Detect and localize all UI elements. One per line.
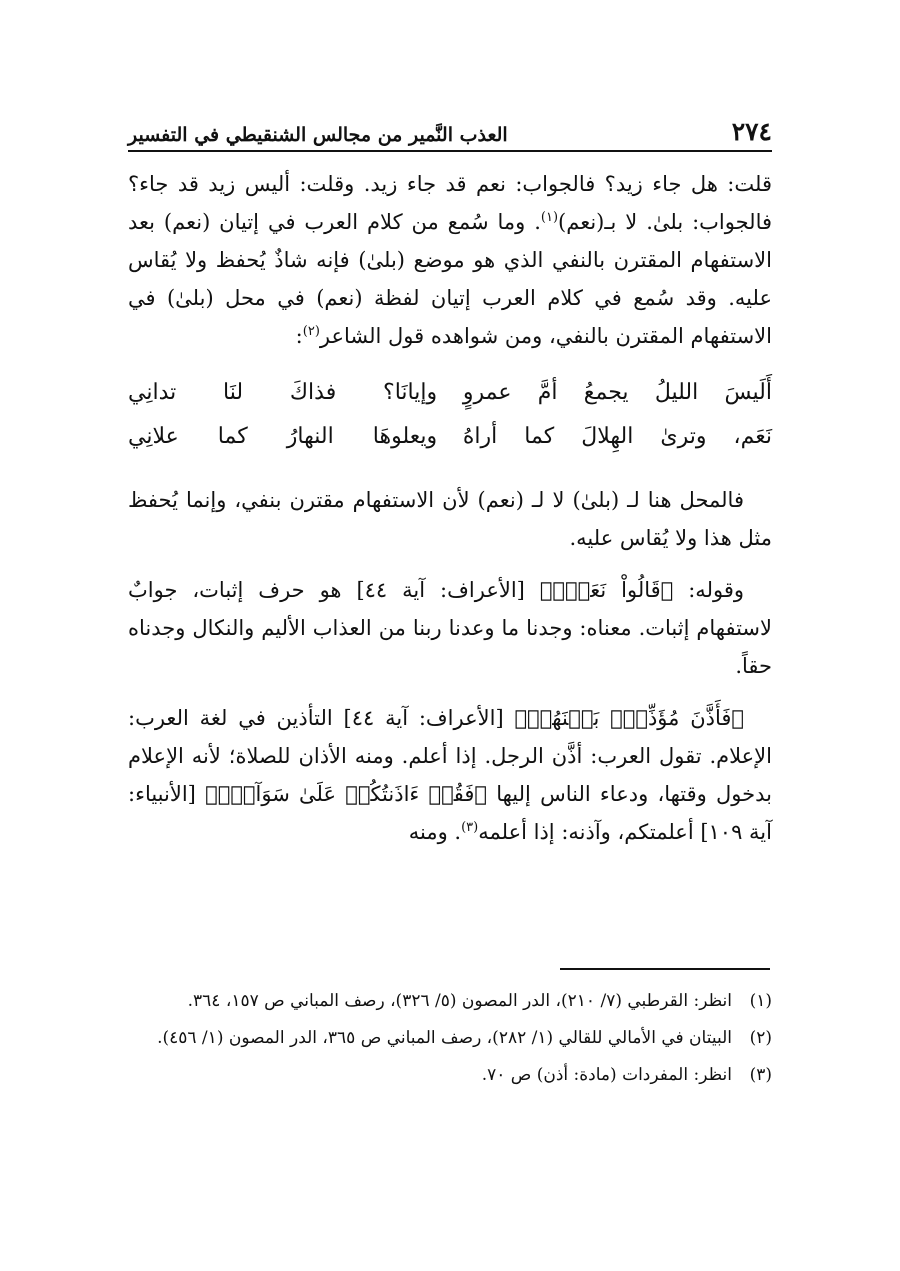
paragraph-3 [128,571,772,685]
paragraph-text: . وما سُمع من كلام العرب في إتيان (نعم) بعد الاستفهام المقترن بالنفي الذي هو موضع (بلىٰ) فإنه شاذٌ يُحفظ ولا يُقاس عليه. وقد سُمع في كلام العرب إتيان لفظة (نعم) في محل (بلىٰ) في الاستفهام المقترن بالنفي، ومن شواهده قول الشاعر [128,210,772,348]
footnote [128,1060,772,1091]
verse-first-hemistich: أَلَيسَ الليلُ يجمعُ أمَّ عمروٍ [462,380,772,405]
quran-quote: ﴿فَقُلۡ ءَاذَنتُكُمۡ عَلَىٰ سَوَآءٖۖ﴾ [205,782,487,806]
main-text [128,165,772,865]
footnote-text: انظر: القرطبي (٧/ ٢١٠)، الدر المصون (٥/ ٣٢٦)، رصف المباني ص ١٥٧، ٣٦٤. [187,991,732,1011]
footnote-number: (٢) [749,1028,772,1048]
footnote-text: انظر: المفردات (مادة: أذن) ص ٧٠. [481,1065,732,1085]
paragraph-text: [الأعراف: آية ٤٤] هو حرف إثبات، جوابٌ لاستفهام إثبات. معناه: وجدنا ما وعدنا ربنا من العذاب الأليم والنكال وجدناه حقاً. [128,578,772,678]
page-header [128,112,772,146]
poem [128,371,772,459]
quran-quote: ﴿قَالُواْ نَعَمۡۚ﴾ [539,578,674,602]
paragraph-4 [128,699,772,851]
paragraph-text: [الأعراف: آية ٤٤] التأذين في لغة العرب: الإعلام. تقول العرب: أذَّن الرجل. إذا أعلم. ومنه الأذان للصلاة؛ لأنه الإعلام بدخول وقتها، ودعاء الناس إليها [128,706,772,806]
paragraph-text: قلت: هل جاء زيد؟ فالجواب: نعم قد جاء زيد. وقلت: أليس زيد قد جاء؟ فالجواب: بلىٰ. لا بـ(نعم) [128,172,773,234]
footnote-number: (١) [749,991,772,1011]
quran-quote: ﴿فَأَذَّنَ مُؤَذِّنُۢ بَيۡنَهُمۡ﴾ [514,706,745,730]
footnote-text: البيتان في الأمالي للقالي (١/ ٢٨٢)، رصف المباني ص ٣٦٥، الدر المصون (١/ ٤٥٦). [157,1028,732,1048]
page-number: ٢٧٤ [731,117,772,146]
footnote [128,1023,772,1054]
footnote-ref-3[interactable]: (٣) [461,820,479,835]
footnote-ref-1[interactable]: (١) [540,210,559,225]
verse-first-hemistich: نَعَم، وترىٰ الهِلالَ كما أراهُ [462,424,772,449]
running-title: العذب النَّمير من مجالس الشنقيطي في التفسير [128,124,508,146]
footnote-number: (٣) [749,1065,772,1085]
poem-verse [128,415,772,459]
verse-second-hemistich: ويعلوهَا النهارُ كما علانِي [128,424,438,449]
footnote-ref-2[interactable]: (٢) [302,324,320,339]
paragraph-text: : [295,324,303,348]
paragraph-text: . ومنه [408,820,462,844]
paragraph-text: [الأنبياء: آية ١٠٩] أعلمتكم، وآذنه: إذا أعلمه [128,782,772,844]
footnote [128,986,772,1017]
footnote-separator [560,968,770,970]
poem-verse [128,371,772,415]
paragraph-2: فالمحل هنا لـ (بلىٰ) لا لـ (نعم) لأن الاستفهام مقترن بنفي، وإنما يُحفظ مثل هذا ولا يُقاس عليه. [128,488,772,550]
header-rule [128,150,772,152]
footnotes [128,986,772,1097]
verse-second-hemistich: وإيانَا؟ فذاكَ لنَا تدانِي [128,380,438,405]
paragraph-text: وقوله: [673,578,744,602]
paragraph-1 [128,165,772,355]
